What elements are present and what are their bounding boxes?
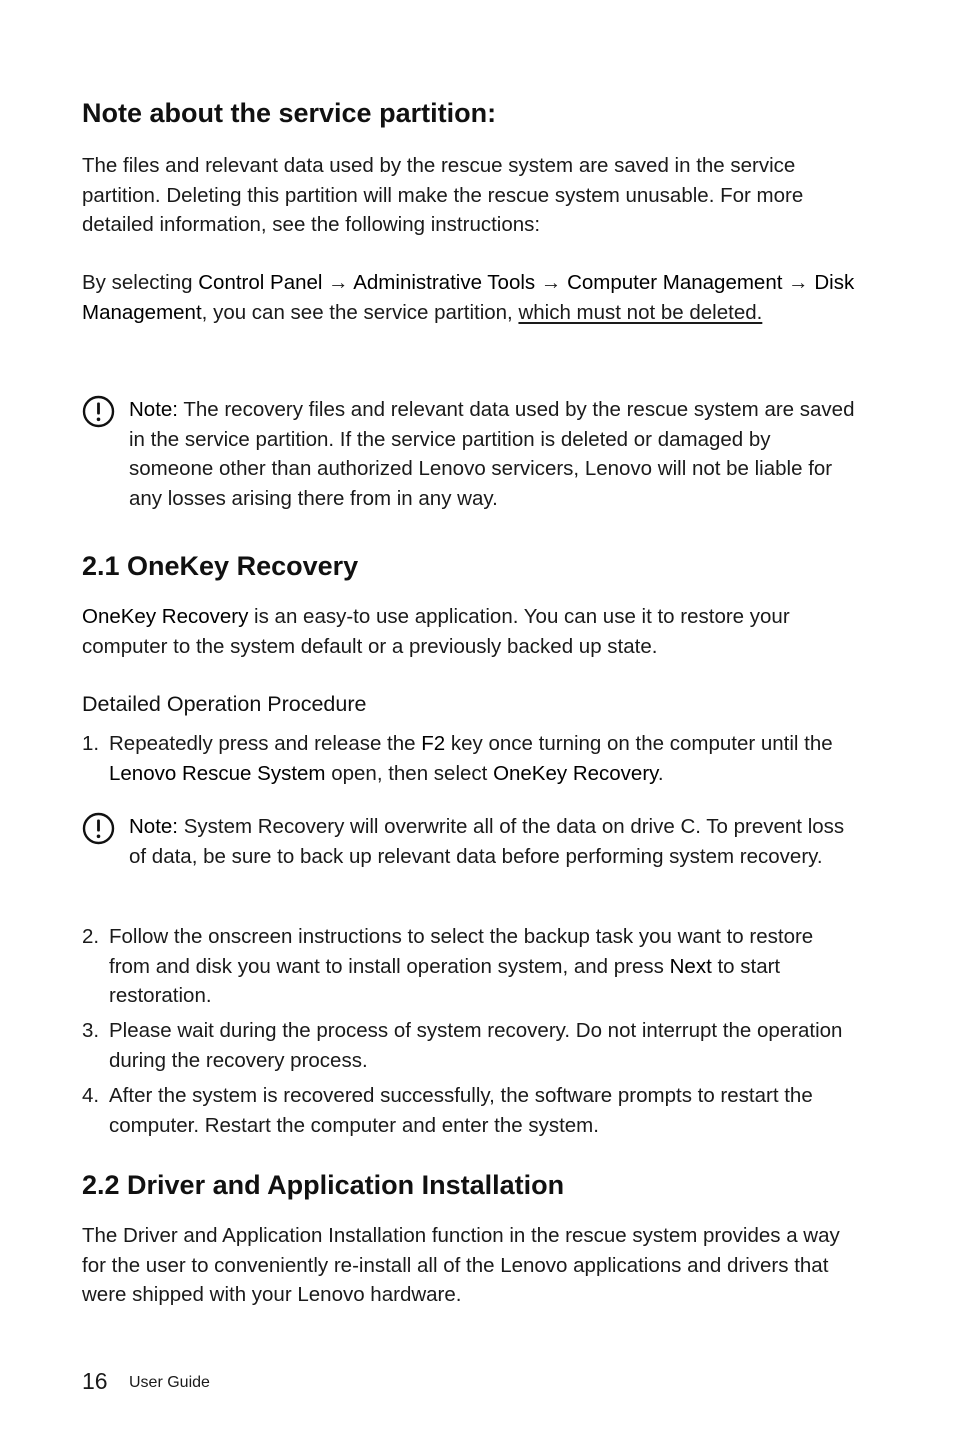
step-4-text: After the system is recovered successfully, the software prompts to restart the computer. Restart the computer and enter the system. xyxy=(109,1084,813,1137)
note-body: The recovery files and relevant data used by the rescue system are saved in the service partition. If the service partition is deleted or damaged by someone other than authorized Lenovo servicers, Lenovo will not be liable for any losses arising there from in any way. xyxy=(129,398,855,510)
lenovo-rescue-system: Lenovo Rescue System xyxy=(109,761,326,785)
path-arrow: → xyxy=(788,271,809,294)
driver-heading: 2.2 Driver and Application Installation xyxy=(82,1170,565,1200)
step-3-text: Please wait during the process of system recovery. Do not interrupt the operation during the recovery process. xyxy=(109,1019,843,1072)
step-2-text xyxy=(109,922,859,1011)
path-arrow: → xyxy=(540,271,562,294)
next-button-label: Next xyxy=(669,954,712,978)
service-note-para1: The files and relevant data used by the rescue system are saved in the service partition. Deleting this partition will make the rescue system unusable. For more detailed information, see the following instructions: xyxy=(82,154,804,236)
step-1-text-d: . xyxy=(657,761,664,785)
service-note-para2 xyxy=(82,268,862,327)
step-2-text-a: Follow the onscreen instructions to select the backup task you want to restore from and disk you want to install operation system, and press xyxy=(109,925,814,978)
page-number: 16 xyxy=(82,1368,108,1394)
path-arrow: → xyxy=(328,271,349,294)
exclamation-circle-icon xyxy=(82,812,115,845)
step-1-text-a: Repeatedly press and release the xyxy=(109,732,422,755)
guide-name: User Guide xyxy=(129,1374,210,1391)
exclamation-circle-icon xyxy=(82,395,115,428)
driver-para: The Driver and Application Installation function in the rescue system provides a way for the user to conveniently re-install all of the Lenovo applications and drivers that were shipped with your Lenovo hardware. xyxy=(82,1224,840,1306)
onekey-recovery-option: OneKey Recovery xyxy=(493,761,658,785)
step-number: 1. xyxy=(82,732,100,755)
procedure-subheading: Detailed Operation Procedure xyxy=(82,692,367,716)
onekey-intro-text: is an easy-to use application. You can use it to restore your computer to the system default or a previously backed up state. xyxy=(82,605,790,658)
f2-key: F2 xyxy=(421,732,446,755)
onekey-heading: 2.1 OneKey Recovery xyxy=(82,551,359,581)
path-disk-management: Disk Management xyxy=(82,271,855,324)
step-1-text-b: key once turning on the computer until the xyxy=(445,732,833,755)
step-1-text-c: open, then select xyxy=(325,761,494,785)
para2-prefix: By selecting xyxy=(82,271,199,294)
step-number: 3. xyxy=(82,1019,100,1042)
recovery-note-text xyxy=(129,812,859,871)
note-body: System Recovery will overwrite all of the data on drive C. To prevent loss of data, be sure to back up relevant data before performing system recovery. xyxy=(129,815,845,868)
para2-mid: , you can see the service partition, xyxy=(201,300,519,324)
step-number: 2. xyxy=(82,925,100,948)
path-control-panel: Control Panel xyxy=(198,271,323,294)
note-label: Note: xyxy=(129,398,178,421)
step-2-text-b: to start restoration. xyxy=(109,954,781,1007)
path-computer-management: Computer Management xyxy=(567,271,783,294)
path-administrative-tools: Administrative Tools xyxy=(353,271,536,294)
onekey-intro-app-name: OneKey Recovery xyxy=(82,605,249,628)
service-note-heading: Note about the service partition: xyxy=(82,98,497,128)
step-number: 4. xyxy=(82,1084,100,1107)
service-note-callout-text xyxy=(129,395,859,513)
step-1-text xyxy=(109,729,859,788)
onekey-intro xyxy=(82,602,862,661)
must-not-delete-warning: which must not be deleted. xyxy=(518,300,763,324)
note-label: Note: xyxy=(129,815,178,838)
